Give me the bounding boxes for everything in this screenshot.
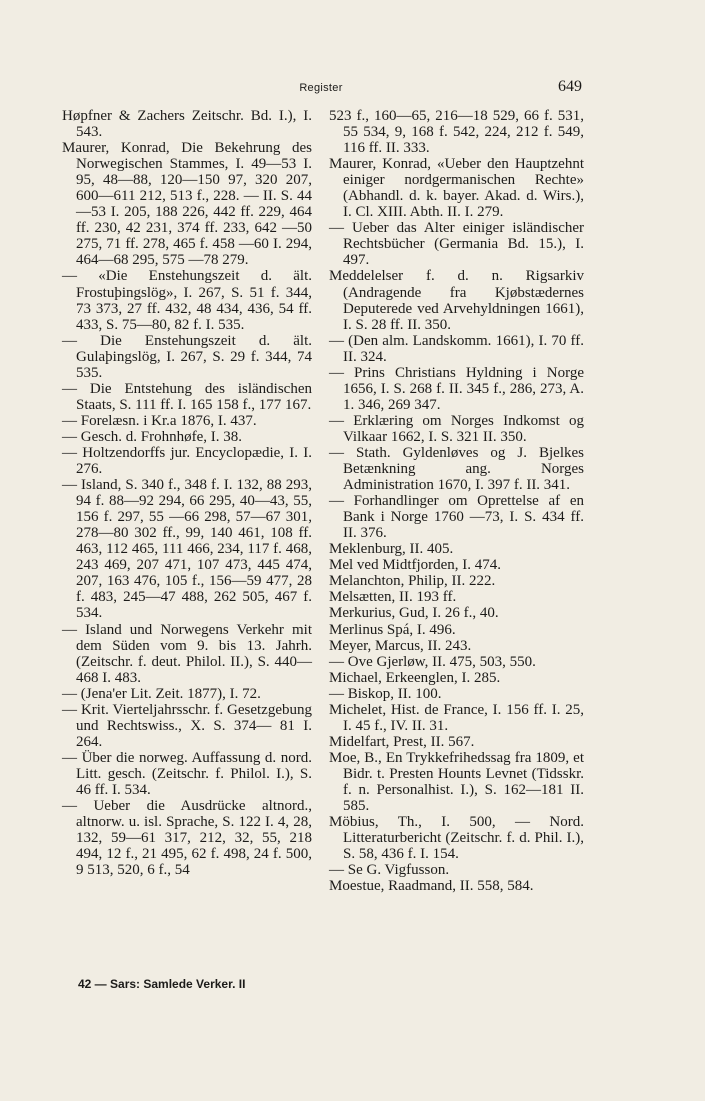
index-entry: — Stath. Gyldenløves og J. Bjelkes Betænkning ang. Norges Administration 1670, I. 397 f. II. 341. <box>329 444 584 494</box>
index-entry: — Forhandlinger om Oprettelse af en Bank i Norge 1760 —73, I. S. 434 ff. II. 376. <box>329 493 584 542</box>
index-entry: Moestue, Raadmand, II. 558, 584. <box>329 878 534 895</box>
right-index-column <box>329 108 584 894</box>
index-entry: Merkurius, Gud, I. 26 f., 40. <box>329 605 499 622</box>
index-entry: Meddelelser f. d. n. Rigsarkiv (Andragende fra Kjøbstædernes Deputerede ved Arvehyldningen 1661), I. S. 28 ff. II. 350. <box>329 268 584 333</box>
index-entry: — Ueber die Ausdrücke altnord., altnorw. u. isl. Sprache, S. 122 I. 4, 28, 132, 59—61 317, 212, 32, 55, 218 494, 12 f., 21 495, 62 f. 498, 24 f. 500, 9 513, 520, 6 f., 54 <box>62 798 312 879</box>
index-entry: — Gesch. d. Frohnhøfe, I. 38. <box>62 428 242 445</box>
index-entry: — Biskop, II. 100. <box>329 685 442 702</box>
index-entry: — Prins Christians Hyldning i Norge 1656, I. S. 268 f. II. 345 f., 286, 273, A. 1. 346, 269 347. <box>329 364 584 413</box>
index-entry: Maurer, Konrad, Die Bekehrung des Norwegischen Stammes, I. 49—53 I. 95, 48—88, 120—150 97, 320 207, 600—611 212, 513 f., 228. — II. S. 44—53 I. 205, 188 226, 442 ff. 229, 464 ff. 230, 42 231, 374 ff. 233, 642 —50 275, 71 ff. 278, 465 f. 458 —60 I. 294, 464—68 295, 575 —78 279. <box>62 140 312 269</box>
index-entry: Mel ved Midtfjorden, I. 474. <box>329 557 502 574</box>
index-entry: Maurer, Konrad, «Ueber den Hauptzehnt einiger nordgermanischen Rechte» (Abhandl. d. k. bayer. Akad. d. Wirs.), I. Cl. XIII. Abth. II. I. 279. <box>329 156 584 221</box>
left-index-column <box>62 108 312 878</box>
index-entry: Moe, B., En Trykkefrihedssag fra 1809, et Bidr. t. Presten Hounts Levnet (Tidsskr. f. n. Personalhist. I.), S. 162—181 II. 585. <box>329 749 584 815</box>
index-entry: — Island und Norwegens Verkehr mit dem Süden vom 9. bis 13. Jahrh. (Zeitschr. f. deut. Philol. II.), S. 440—468 I. 483. <box>62 621 312 686</box>
printer-signature: 42 — Sars: Samlede Verker. II <box>78 977 246 991</box>
index-entry: Michelet, Hist. de France, I. 156 ff. I. 25, I. 45 f., IV. II. 31. <box>329 701 584 734</box>
running-title: Register <box>299 82 343 94</box>
page-number: 649 <box>558 78 582 95</box>
index-entry: — «Die Enstehungszeit d. ält. Frostuþingslög», I. 267, S. 51 f. 344, 73 373, 27 ff. 432, 48 434, 436, 54 ff. 433, S. 75—80, 82 f. I. 535. <box>62 268 312 333</box>
index-entry: — (Den alm. Landskomm. 1661), I. 70 ff. II. 324. <box>329 332 584 365</box>
index-entry: Høpfner & Zachers Zeitschr. Bd. I.), I. 543. <box>62 108 312 141</box>
index-entry: — Erklæring om Norges Indkomst og Vilkaar 1662, I. S. 321 II. 350. <box>329 412 584 445</box>
index-entry: — Se G. Vigfusson. <box>329 862 450 879</box>
index-entry: — Ueber das Alter einiger isländischer Rechtsbücher (Germania Bd. 15.), I. 497. <box>329 220 584 269</box>
index-entry: — Die Entstehung des isländischen Staats, S. 111 ff. I. 165 158 f., 177 167. <box>62 380 312 413</box>
index-entry: — Über die norweg. Auffassung d. nord. Litt. gesch. (Zeitschr. f. Philol. I.), S. 46 ff. I. 534. <box>62 749 312 798</box>
index-entry: Möbius, Th., I. 500, — Nord. Litteraturbericht (Zeitschr. f. d. Phil. I.), S. 58, 436 f. I. 154. <box>329 814 584 863</box>
index-entry: — Island, S. 340 f., 348 f. I. 132, 88 293, 94 f. 88—92 294, 66 295, 40—43, 55, 156 f. 297, 55 —66 298, 57—67 301, 278—80 302 ff., 99, 140 461, 108 ff. 463, 112 465, 111 466, 234, 117 f. 468, 243 469, 207 471, 107 473, 445 474, 207, 163 476, 105 f., 156—59 477, 28 f. 483, 245—47 488, 262 505, 467 f. 534. <box>62 477 312 622</box>
index-entry: Merlinus Spá, I. 496. <box>329 621 456 638</box>
index-entry: Meyer, Marcus, II. 243. <box>329 637 472 654</box>
index-entry: Meklenburg, II. 405. <box>329 541 454 558</box>
index-entry: — Forelæsn. i Kr.a 1876, I. 437. <box>62 412 257 429</box>
index-entry: — Krit. Vierteljahrsschr. f. Gesetzgebung und Rechtswiss., X. S. 374— 81 I. 264. <box>62 701 312 750</box>
index-entry: Melsætten, II. 193 ff. <box>329 589 457 606</box>
index-entry: — Holtzendorffs jur. Encyclopædie, I. I. 276. <box>62 444 312 478</box>
index-entry: Midelfart, Prest, II. 567. <box>329 733 475 750</box>
index-entry: Melanchton, Philip, II. 222. <box>329 573 496 590</box>
index-entry: 523 f., 160—65, 216—18 529, 66 f. 531, 55 534, 9, 168 f. 542, 224, 212 f. 549, 116 ff. II. 333. <box>329 108 584 157</box>
index-entry: — Ove Gjerløw, II. 475, 503, 550. <box>329 653 536 670</box>
index-entry: — (Jena'er Lit. Zeit. 1877), I. 72. <box>62 685 261 702</box>
index-entry: — Die Enstehungszeit d. ält. Gulaþingslög, I. 267, S. 29 f. 344, 74 535. <box>62 332 312 381</box>
page-header <box>60 78 582 100</box>
index-entry: Michael, Erkeenglen, I. 285. <box>329 669 501 686</box>
